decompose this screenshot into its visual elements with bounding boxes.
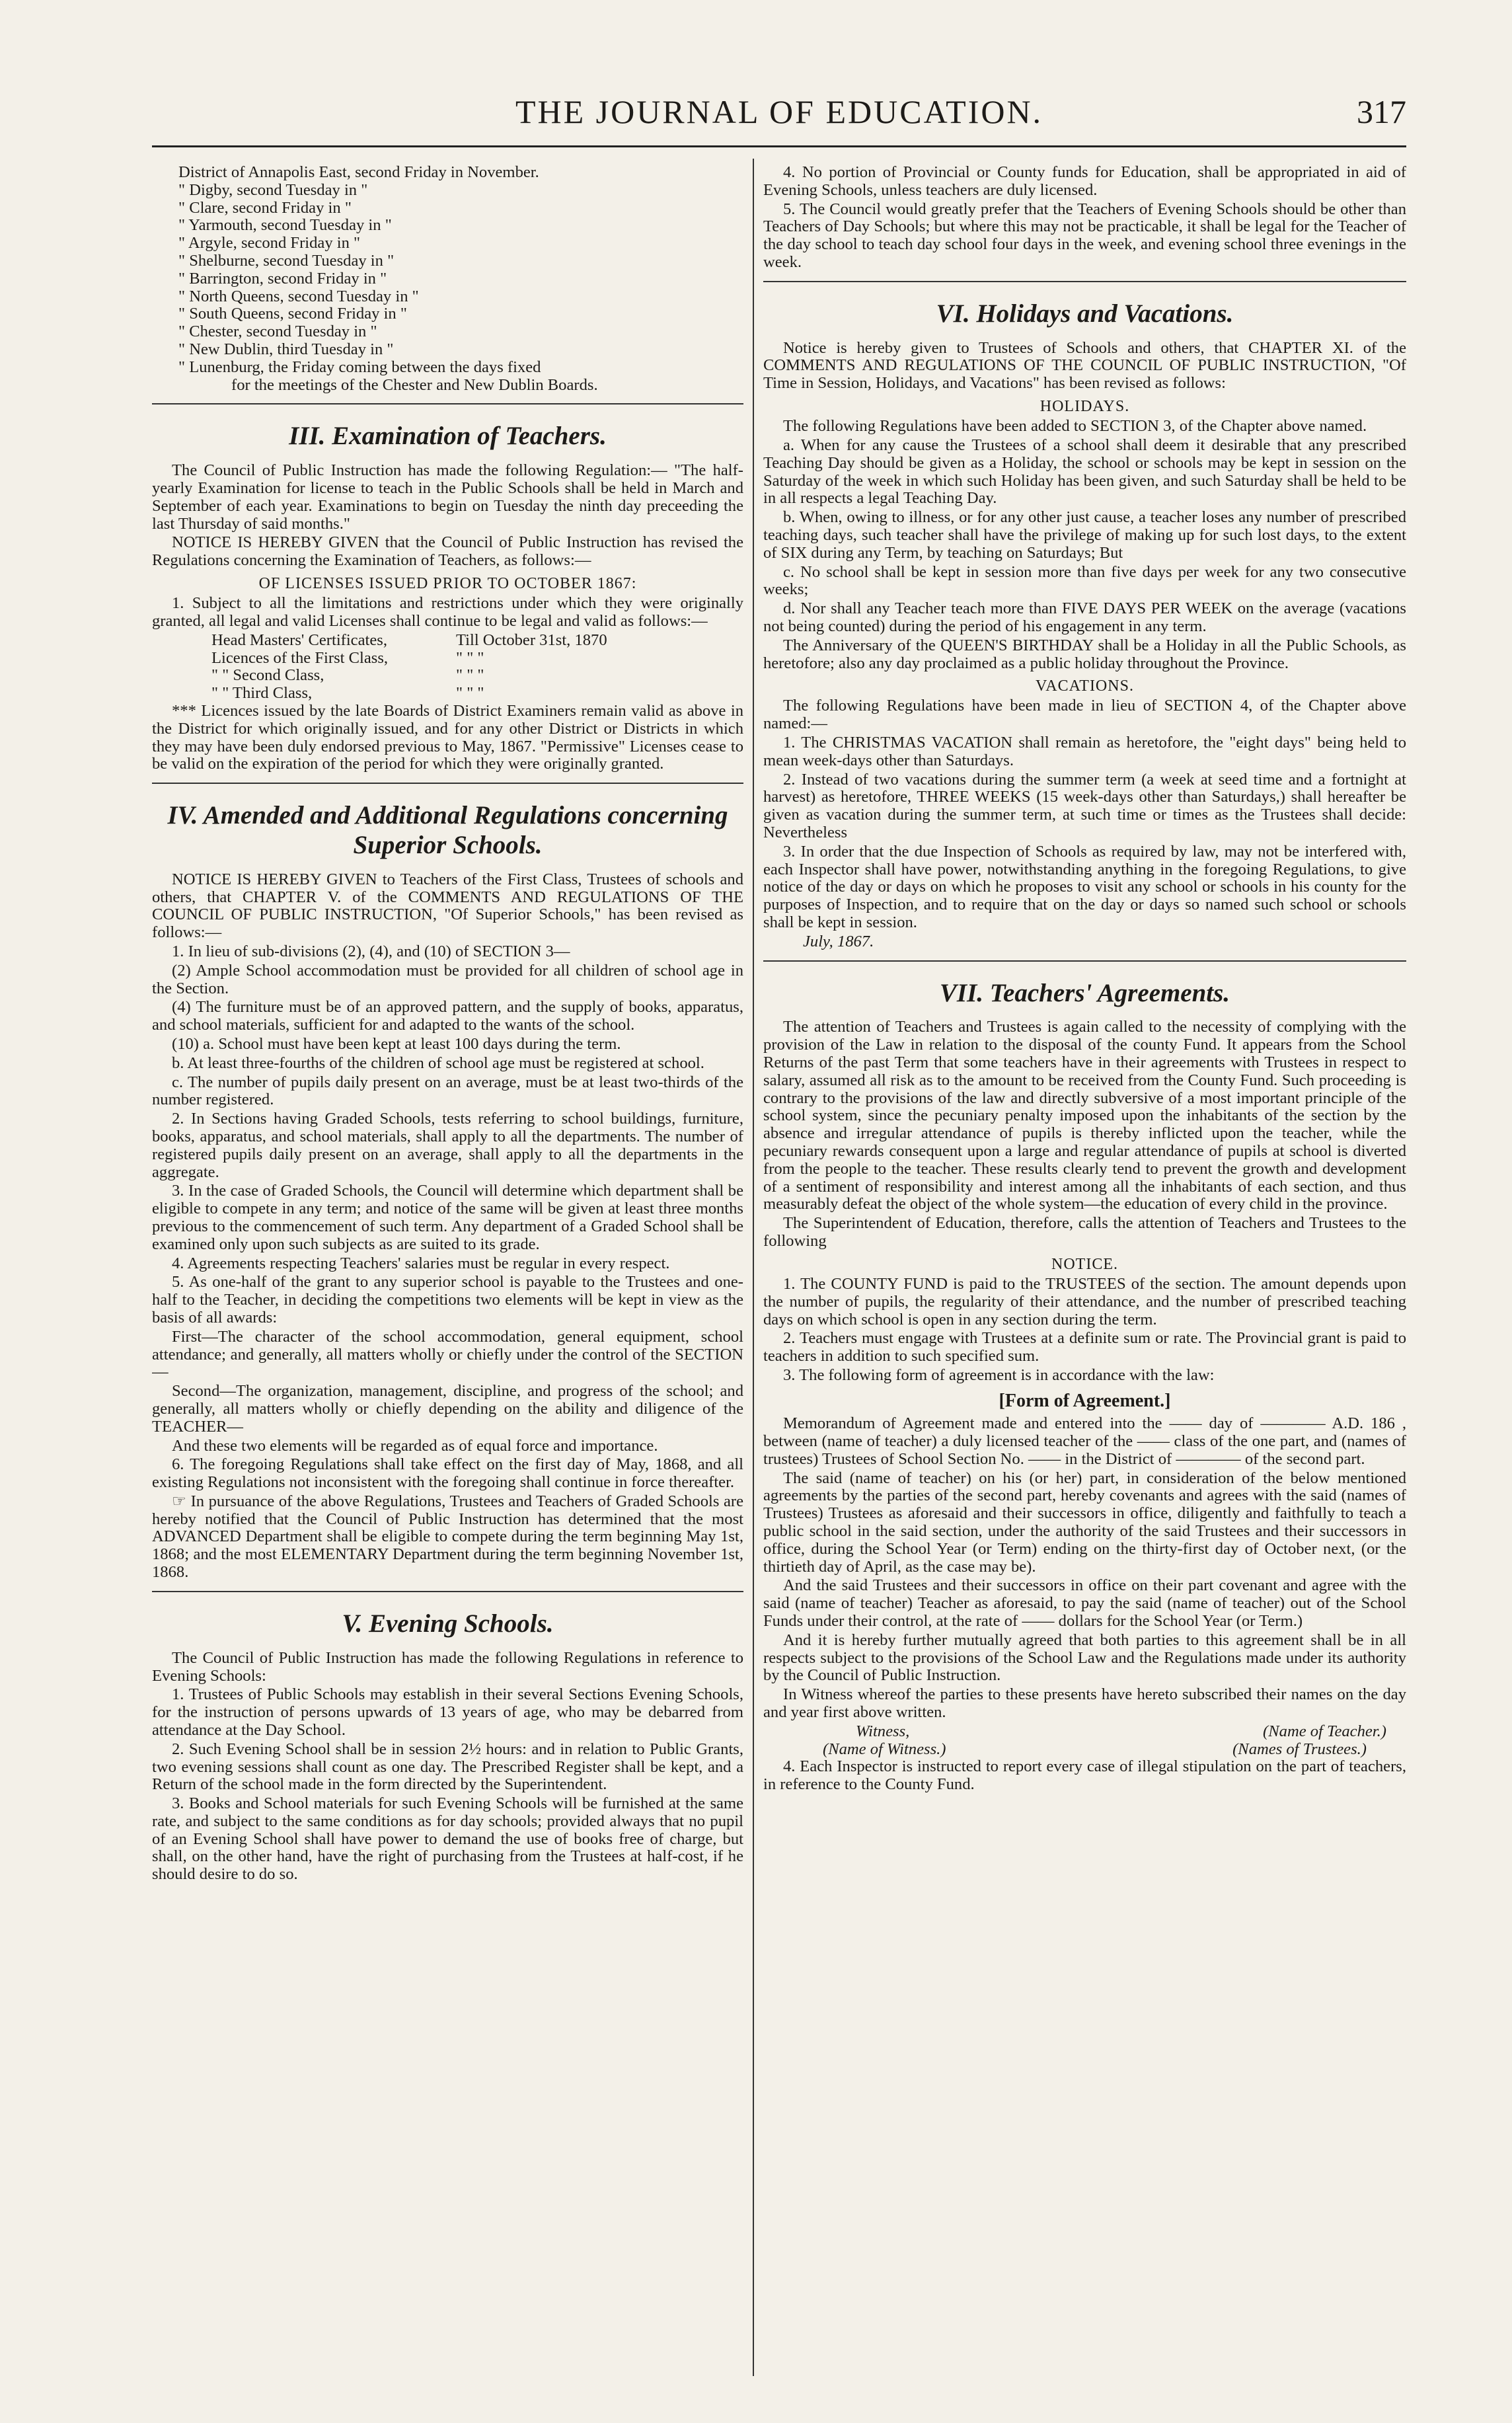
paragraph: The following Regulations have been made in lieu of SECTION 4, of the Chapter above named:—	[763, 697, 1406, 733]
cert-class: Head Masters' Certificates,	[211, 631, 387, 649]
certificate-row	[211, 650, 743, 668]
cert-class: Licences of the First Class,	[211, 648, 389, 667]
paragraph: The Anniversary of the QUEEN'S BIRTHDAY shall be a Holiday in all the Public Schools, as heretofore; also any day proclaimed as a public holiday throughout the Province.	[763, 636, 1406, 672]
certificate-row	[211, 685, 743, 703]
paragraph: 2. Instead of two vacations during the summer term (a week at seed time and a fortnight at harvest) as heretofore, THREE WEEKS (15 week-days other than Saturdays,) shall hereafter be given as vacation during the summer term, at such time or times as the Trustees shall decide: Nevertheless	[763, 770, 1406, 842]
paragraph: Memorandum of Agreement made and entered into the —— day of ———— A.D. 186 , between (name of teacher) a duly licensed teacher of the —— class of the one part, and (names of trustees) Trustees of School Section No. —— in the District of ———— of the second part.	[763, 1414, 1406, 1468]
paragraph: NOTICE IS HEREBY GIVEN that the Council of Public Instruction has revised the Regulations concerning the Examination of Teachers, as follows:—	[152, 533, 743, 570]
paragraph: 3. In order that the due Inspection of Schools as required by law, may not be interfered with, each Inspector shall have power, notwithstanding anything in the foregoing Regulations, to give notice of the day or days on which he proposes to visit any school or schools in his county for the purposes of Inspection, and to require that on the day or days so named such school or schools shall be kept in session.	[763, 842, 1406, 932]
district-line: " North Queens, second Tuesday in "	[178, 287, 419, 305]
page-number: 317	[1357, 93, 1406, 130]
paragraph: 2. Such Evening School shall be in session 2½ hours: and in relation to Public Grants, two evening sessions shall count as one day. The Prescribed Register shall be kept, and a Return of the school made in the form directed by the Superintendent.	[152, 1740, 743, 1794]
district-line: " Lunenburg, the Friday coming between the days fixed	[178, 358, 541, 376]
teacher-signature: (Name of Teacher.)	[1263, 1722, 1386, 1740]
paragraph: 5. The Council would greatly prefer that the Teachers of Evening Schools should be other than Teachers of Day Schools; but where this may not be practicable, it shall be legal for the Teacher of the day school to teach day school four days in the week, and evening school three evenings in the week.	[763, 200, 1406, 271]
witness-signature: (Name of Witness.)	[823, 1740, 946, 1758]
subheading: VACATIONS.	[1036, 677, 1134, 695]
subheading: HOLIDAYS.	[1040, 398, 1130, 416]
paragraph: a. When for any cause the Trustees of a school shall deem it desirable that any prescribed Teaching Day should be given as a Holiday, the school or schools may be kept in session on the Saturday of the week in which such Holiday has been given, and such Saturday shall be held to be in all respects a legal Teaching Day.	[763, 436, 1406, 508]
district-line: " Clare, second Friday in "	[178, 198, 352, 217]
district-line: " Argyle, second Friday in "	[178, 234, 361, 252]
paragraph: 2. Teachers must engage with Trustees at a definite sum or rate. The Provincial grant is paid to teachers in addition to such specified sum.	[763, 1329, 1406, 1365]
section-title-4: IV. Amended and Additional Regulations concerning Superior Schools.	[167, 801, 728, 859]
paragraph: The Council of Public Instruction has made the following Regulation:— "The half-yearly Examination for license to teach in the Public Schools shall be held in March and September of each year. Examinations to begin on Tuesday the ninth day preceeding the last Thursday of said months."	[152, 461, 743, 533]
paragraph: (2) Ample School accommodation must be provided for all children of school age in the Section.	[152, 961, 743, 997]
paragraph: The following Regulations have been added to SECTION 3, of the Chapter above named.	[783, 417, 1367, 436]
district-line: " Shelburne, second Tuesday in "	[178, 251, 395, 270]
certificate-row	[211, 632, 743, 650]
paragraph: And the said Trustees and their successors in office on their part covenant and agree with the said (name of teacher) Teacher as aforesaid, to pay the said (name of teacher) out of the School Funds under their control, at the rate of —— dollars for the School Year (or Term.)	[763, 1576, 1406, 1631]
right-column	[763, 164, 1406, 2371]
paragraph: 1. Trustees of Public Schools may establish in their several Sections Evening Schools, for the instruction of persons upwards of 13 years of age, who may be debarred from attendance at the Day School.	[152, 1685, 743, 1739]
district-line: " Digby, second Tuesday in "	[178, 180, 368, 199]
paragraph: 4. No portion of Provincial or County funds for Education, shall be appropriated in aid of Evening Schools, unless teachers are duly licensed.	[763, 164, 1406, 199]
paragraph: Second—The organization, management, discipline, and progress of the school; and generally, all matters wholly or chiefly depending on the ability and diligence of the TEACHER—	[152, 1382, 743, 1436]
paragraph: The attention of Teachers and Trustees is again called to the necessity of complying with the provision of the Law in relation to the disposal of the county Fund. It appears from the School Returns of the past Term that some teachers have in their agreements with Trustees in respect to salary, assumed all risk as to the amount to be received from the County Fund. Such proceeding is contrary to the provisions of the law and directly subversive of a most important principle of the school system, since the pecuniary penalty imposed upon the inhabitants of the section by the absence and irregular attendance of pupils is thereby inflicted upon the teacher, while the pecuniary rewards consequent upon a large and regular attendance of pupils at school is diverted from the people to the teacher. These results clearly tend to prevent the growth and development of a sentiment of responsibility and interest among all the inhabitants of each section, and thus measurably defeat the object of the whole system—the education of every child in the province.	[763, 1018, 1406, 1213]
dateline: July, 1867.	[803, 932, 874, 950]
section-rule	[763, 960, 1406, 962]
paragraph: 3. The following form of agreement is in accordance with the law:	[783, 1365, 1215, 1384]
paragraph: The Council of Public Instruction has made the following Regulations in reference to Evening Schools:	[152, 1648, 743, 1685]
section-title-5: V. Evening Schools.	[342, 1609, 554, 1638]
section-rule	[763, 281, 1406, 282]
section-title-7: VII. Teachers' Agreements.	[939, 978, 1230, 1007]
section-rule	[152, 403, 743, 404]
paragraph: c. The number of pupils daily present on an average, must be at least two-thirds of the number registered.	[152, 1073, 743, 1109]
section-title-3: III. Examination of Teachers.	[289, 422, 607, 451]
certificate-row	[211, 667, 743, 685]
cert-class: " " Third Class,	[211, 684, 313, 703]
paragraph: (10) a. School must have been kept at least 100 days during the term.	[172, 1034, 621, 1053]
paragraph: The Superintendent of Education, therefore, calls the attention of Teachers and Trustees to the following	[763, 1214, 1406, 1250]
paragraph: 4. Each Inspector is instructed to report every case of illegal stipulation on the part of teachers, in reference to the County Fund.	[763, 1757, 1406, 1794]
signature-line	[763, 1741, 1406, 1759]
section-rule	[152, 783, 743, 784]
cert-validity: " " "	[456, 666, 484, 685]
paragraph: ☞ In pursuance of the above Regulations, Trustees and Teachers of Graded Schools are hereby notified that the Council of Public Instruction has determined that the most ADVANCED Department shall be eligible to compete during the term beginning May 1st, 1868; and the most ELEMENTARY Department during the term beginning November 1st, 1868.	[152, 1492, 743, 1582]
paragraph: The said (name of teacher) on his (or her) part, in consideration of the below mentioned agreements by the parties of the second part, hereby covenants and agrees with the said (names of Trustees) Trustees as aforesaid and their successors in office, diligently and faithfully to teach a public school in the said section, under the authority of the said Trustees and their successors in office, during the School Year (or Term) ending on the thirty-first day of October next, (or the thirtieth day of April, as the case may be).	[763, 1469, 1406, 1576]
paragraph: Notice is hereby given to Trustees of Schools and others, that CHAPTER XI. of the COMMENTS AND REGULATIONS OF THE COUNCIL OF PUBLIC INSTRUCTION, "Of Time in Session, Holidays, and Vacations" has been revised as follows:	[763, 338, 1406, 393]
page-header	[152, 93, 1406, 147]
paragraph: NOTICE IS HEREBY GIVEN to Teachers of the First Class, Trustees of schools and others, that CHAPTER V. of the COMMENTS AND REGULATIONS OF THE COUNCIL OF PUBLIC INSTRUCTION, "Of Superior Schools," has been revised as follows:—	[152, 870, 743, 942]
paragraph: 4. Agreements respecting Teachers' salaries must be regular in every respect.	[172, 1254, 670, 1272]
signature-line	[763, 1723, 1406, 1741]
paragraph: 1. In lieu of sub-divisions (2), (4), and (10) of SECTION 3—	[172, 942, 570, 960]
district-line: District of Annapolis East, second Friday in November.	[178, 164, 539, 181]
subheading: NOTICE.	[1051, 1255, 1118, 1273]
paragraph: 2. In Sections having Graded Schools, tests referring to school buildings, furniture, books, apparatus, and school materials, shall apply to all the departments. The number of registered pupils daily present on an average, shall apply to all the departments in the aggregate.	[152, 1110, 743, 1181]
cert-validity: Till October 31st, 1870	[456, 631, 607, 649]
left-column	[152, 164, 743, 2371]
subheading: OF LICENSES ISSUED PRIOR TO OCTOBER 1867:	[258, 574, 637, 592]
cert-class: " " Second Class,	[211, 666, 324, 685]
cert-validity: " " "	[456, 684, 484, 703]
paragraph: 6. The foregoing Regulations shall take effect on the first day of May, 1868, and all existing Regulations not inconsistent with the foregoing shall continue in force thereafter.	[152, 1455, 743, 1492]
district-line: " New Dublin, third Tuesday in "	[178, 340, 394, 358]
running-head: THE JOURNAL OF EDUCATION.	[515, 93, 1043, 130]
paragraph: *** Licences issued by the late Boards of District Examiners remain valid as above in the District for which originally issued, and for any other District or Districts in which they may have been duly endorsed previous to May, 1867. "Permissive" Licenses cease to be valid on the expiration of the period for which they were originally granted.	[152, 701, 743, 773]
paragraph: 3. Books and School materials for such Evening Schools will be furnished at the same rate, and subject to the same conditions as for day schools; provided always that no pupil of an Evening School shall have power to demand the use of books free of charge, but shall, on the other hand, have the right of purchasing from the Trustees at half-cost, if he should desire to do so.	[152, 1794, 743, 1884]
paragraph: First—The character of the school accommodation, general equipment, school attendance; and generally, all matters wholly or chiefly under the control of the SECTION—	[152, 1327, 743, 1381]
district-line: for the meetings of the Chester and New Dublin Boards.	[231, 375, 598, 394]
paragraph: 1. The COUNTY FUND is paid to the TRUSTEES of the section. The amount depends upon the number of pupils, the regularity of their attendance, and the number of prescribed teaching days on which school is open in any section during the term.	[763, 1275, 1406, 1328]
paragraph: b. At least three-fourths of the children of school age must be registered at school.	[172, 1054, 704, 1072]
witness-label: Witness,	[856, 1722, 910, 1740]
certificate-table	[211, 632, 743, 703]
paragraph: 1. Subject to all the limitations and restrictions under which they were originally granted, all legal and valid Licenses shall continue to be legal and valid as follows:—	[152, 594, 743, 630]
paragraph: 5. As one-half of the grant to any superior school is payable to the Trustees and one-half to the Teacher, in deciding the competitions two elements will be kept in view as the basis of all awards:	[152, 1273, 743, 1327]
paragraph: d. Nor shall any Teacher teach more than FIVE DAYS PER WEEK on the average (vacations not being counted) during the period of his engagement in any term.	[763, 599, 1406, 635]
paragraph: And it is hereby further mutually agreed that both parties to this agreement shall be in all respects subject to the provisions of the School Law and the Regulations made under its authority by the Council of Public Instruction.	[763, 1631, 1406, 1685]
district-line: " Chester, second Tuesday in "	[178, 323, 377, 341]
district-line: " Barrington, second Friday in "	[178, 269, 387, 288]
column-divider	[753, 159, 754, 2376]
section-title-6: VI. Holidays and Vacations.	[936, 299, 1234, 328]
paragraph: b. When, owing to illness, or for any other just cause, a teacher loses any number of prescribed teaching days, such teacher shall have the privilege of making up for such lost days, to the extent of SIX during any Term, by teaching on Saturdays; But	[763, 508, 1406, 562]
district-line: " South Queens, second Friday in "	[178, 305, 407, 323]
paragraph: (4) The furniture must be of an approved pattern, and the supply of books, apparatus, and school materials, sufficient for and adapted to the wants of the school.	[152, 998, 743, 1034]
paragraph: 1. The CHRISTMAS VACATION shall remain as heretofore, the "eight days" being held to mean week-days other than Saturdays.	[763, 734, 1406, 769]
cert-validity: " " "	[456, 648, 484, 667]
section-rule	[152, 1591, 743, 1592]
district-line: " Yarmouth, second Tuesday in "	[178, 216, 392, 235]
trustees-signature: (Names of Trustees.)	[1232, 1740, 1367, 1758]
district-list	[165, 164, 743, 394]
paragraph: 3. In the case of Graded Schools, the Council will determine which department shall be eligible to compete in any term; and notice of the same will be given at least three months previous to the commencement of such term. Any department of a Graded School shall be examined only upon such subjects as are suited to its grade.	[152, 1182, 743, 1253]
form-heading: [Form of Agreement.]	[999, 1390, 1171, 1411]
paragraph: And these two elements will be regarded as of equal force and importance.	[172, 1436, 658, 1455]
paragraph: c. No school shall be kept in session more than five days per week for any two consecutive weeks;	[763, 562, 1406, 599]
paragraph: In Witness whereof the parties to these presents have hereto subscribed their names on the day and year first above written.	[763, 1685, 1406, 1722]
